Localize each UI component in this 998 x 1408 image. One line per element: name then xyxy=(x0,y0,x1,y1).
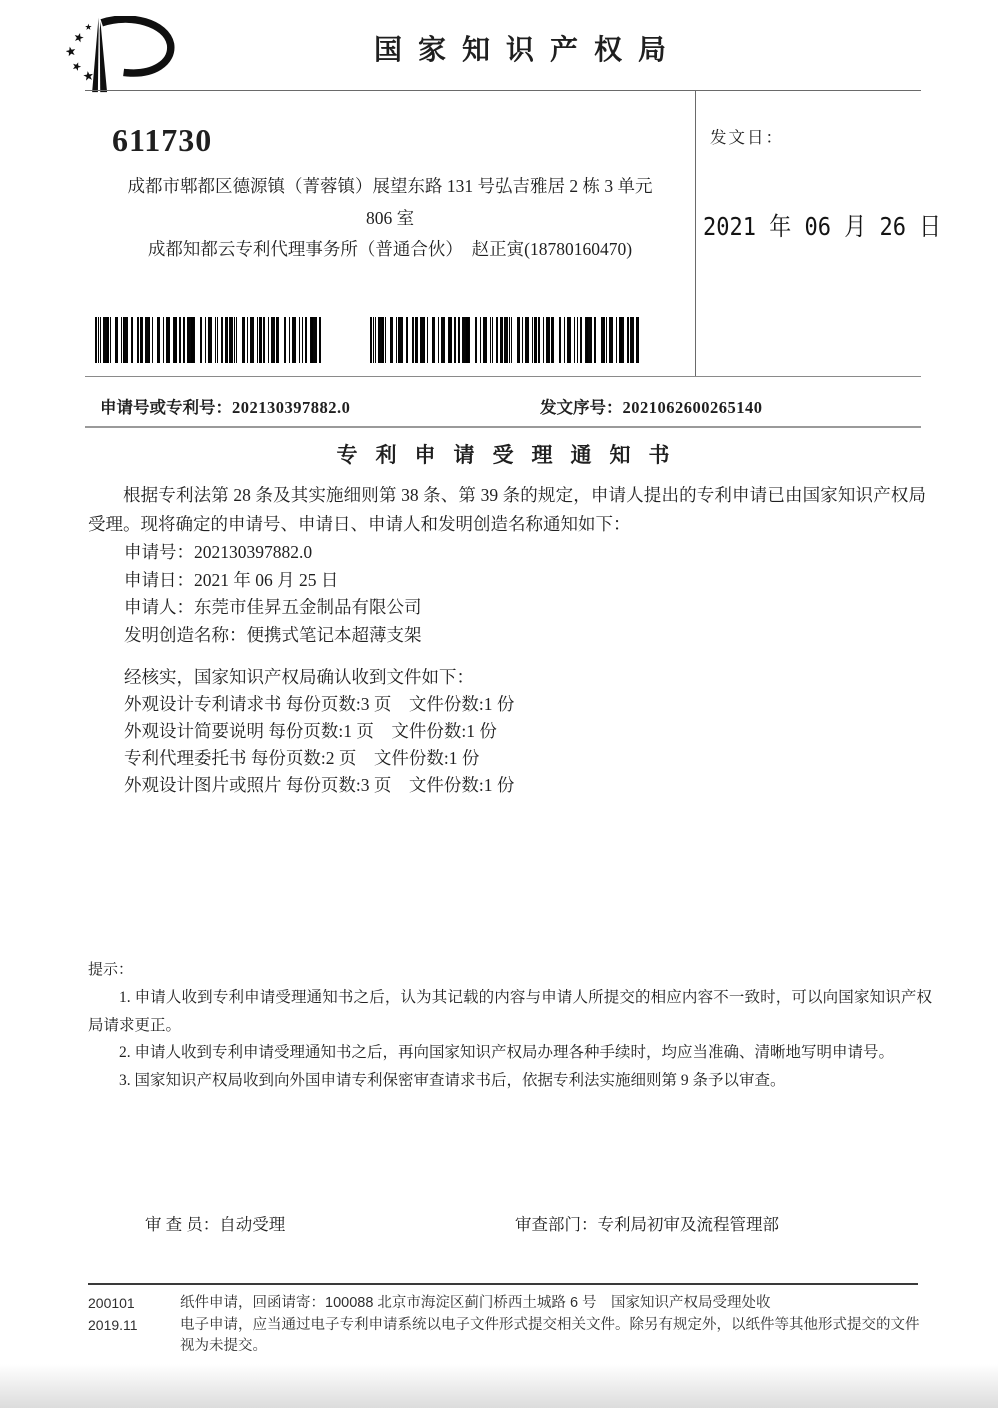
received-item: 专利代理委托书 每份页数:2 页 文件份数:1 份 xyxy=(124,748,480,768)
tip-item-1: 1. 申请人收到专利申请受理通知书之后，认为其记载的内容与申请人所提交的相应内容不一致时，可以向国家知识产权局请求更正。 xyxy=(88,989,932,1034)
field-application-number xyxy=(124,539,422,567)
received-item: 外观设计简要说明 每份页数:1 页 文件份数:1 份 xyxy=(124,721,497,741)
header-middle-rule xyxy=(85,376,921,377)
field-label: 申请号： xyxy=(124,542,194,562)
field-invention-title xyxy=(124,622,422,650)
header-top-rule xyxy=(85,90,921,91)
examiner xyxy=(145,1211,285,1235)
notice-title: 专利申请受理通知书 xyxy=(336,443,688,467)
notice-intro: 根据专利法第 28 条及其实施细则第 38 条、第 39 条的规定，申请人提出的专利申请已由国家知识产权局受理。现将确定的申请号、申请日、申请人和发明创造名称通知如下： xyxy=(88,485,926,534)
received-item: 外观设计专利请求书 每份页数:3 页 文件份数:1 份 xyxy=(124,694,515,714)
barcode-right-icon xyxy=(370,317,642,363)
department-label: 审查部门： xyxy=(515,1215,598,1234)
field-value: 2021 年 06 月 25 日 xyxy=(194,569,339,590)
application-fields xyxy=(124,539,422,649)
tip-item-3: 3. 国家知识产权局收到向外国申请专利保密审查请求书后，依据专利法实施细则第 9 条予以审查。 xyxy=(119,1071,786,1089)
postal-code: 611730 xyxy=(112,122,213,158)
examination-department xyxy=(515,1211,779,1235)
recipient-address-block xyxy=(88,171,692,266)
dispatch-date-label: 发文日： xyxy=(710,128,784,147)
footer-paper-line: 纸件申请，回函请寄：100088 北京市海淀区蓟门桥西土城路 6 号 国家知识产权局受理处收 xyxy=(180,1295,771,1311)
footer xyxy=(88,1293,928,1358)
field-applicant xyxy=(124,594,422,622)
header-bottom-rule xyxy=(85,426,921,428)
field-value: 东莞市佳昇五金制品有限公司 xyxy=(194,597,422,617)
received-intro: 经核实，国家知识产权局确认收到文件如下： xyxy=(124,667,474,687)
dispatch-date-value: 2021 年 06 月 26 日 xyxy=(703,212,942,241)
field-filing-date xyxy=(124,567,422,595)
received-item: 外观设计图片或照片 每份页数:3 页 文件份数:1 份 xyxy=(124,775,515,795)
footer-electronic-line: 电子申请，应当通过电子专利申请系统以电子文件形式提交相关文件。除另有规定外，以纸件等其他形式提交的文件视为未提交。 xyxy=(180,1316,920,1354)
examiner-value: 自动受理 xyxy=(219,1215,286,1234)
field-label: 申请日： xyxy=(124,569,194,590)
dispatch-serial-value: 2021062600265140 xyxy=(622,398,763,417)
footer-rule xyxy=(88,1283,918,1285)
scan-bottom-shade xyxy=(0,1364,998,1408)
header-vertical-divider xyxy=(695,90,696,377)
office-title: 国家知识产权局 xyxy=(373,35,682,66)
tips-heading: 提示： xyxy=(88,962,134,978)
examiner-label: 审 查 员： xyxy=(145,1215,220,1234)
field-value: 202130397882.0 xyxy=(194,542,313,562)
field-label: 申请人： xyxy=(124,597,194,617)
dispatch-serial-label: 发文序号： xyxy=(540,398,623,417)
received-documents xyxy=(124,664,514,799)
footer-form-codes xyxy=(88,1293,180,1358)
address-line-1: 成都市郫都区德源镇（菁蓉镇）展望东路 131 号弘吉雅居 2 栋 3 单元 xyxy=(127,176,653,196)
agency-line: 成都知都云专利代理事务所（普通合伙） 赵正寅(18780160470) xyxy=(147,239,633,259)
application-number-label: 申请号或专利号： xyxy=(100,398,232,417)
tips-list xyxy=(88,984,932,1094)
footer-instructions xyxy=(180,1293,922,1358)
application-number-value: 202130397882.0 xyxy=(232,398,351,417)
field-value: 便携式笔记本超薄支架 xyxy=(246,624,422,645)
dispatch-serial xyxy=(540,394,763,418)
tip-item-2: 2. 申请人收到专利申请受理通知书之后，再向国家知识产权局办理各种手续时，均应当准确、清晰地写明申请号。 xyxy=(119,1044,895,1061)
footer-form-code: 200101 xyxy=(88,1295,135,1311)
footer-form-revision: 2019.11 xyxy=(88,1316,138,1333)
application-number xyxy=(100,394,350,418)
address-line-2: 806 室 xyxy=(365,207,415,228)
department-value: 专利局初审及流程管理部 xyxy=(597,1215,779,1234)
barcode-left-icon xyxy=(95,317,325,363)
field-label: 发明创造名称： xyxy=(124,624,247,645)
